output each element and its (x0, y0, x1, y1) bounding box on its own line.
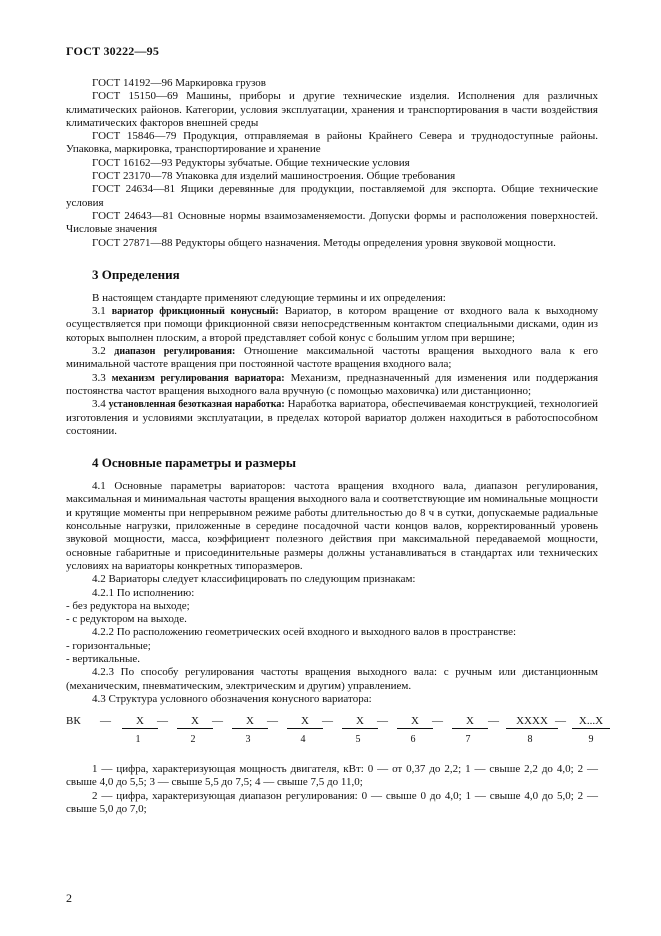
definition-item (66, 305, 598, 345)
section-heading-parameters: 4 Основные параметры и размеры (92, 455, 297, 471)
formula-slot-number: 2 (190, 734, 196, 746)
definition-number: 3.1 (92, 305, 106, 318)
definition-text: Вариатор, в котором вращение от входного вала к выходному осуществляется при помощи фрикционной связи непосредственным контактом специальными дисками, один из которых выполнен плоским, а второй представляет собой конус с большим углом при вершине; (66, 305, 599, 344)
running-header: ГОСТ 30222—95 (66, 44, 160, 58)
section-heading-definitions: 3 Определения (92, 266, 180, 282)
formula-slot-number: 3 (245, 734, 251, 746)
formula-slot-number: 6 (410, 734, 416, 746)
definition-item (66, 398, 598, 438)
formula-dash: — (157, 715, 168, 728)
definition-text: Механизм, предназначенный для изменения или поддержания постоянства частот вращения выходного вала вручную (с помощью маховичка) или дистанционно; (66, 371, 599, 397)
reference-item: ГОСТ 16162—93 Редукторы зубчатые. Общие технические условия (92, 156, 410, 169)
formula-slot: X (397, 715, 433, 729)
designation-note: 1 — цифра, характеризующая мощность двигателя, кВт: 0 — от 0,37 до 2,2; 1 — свыше 2,2 до 4,0; 2 — свыше 4,0 до 5,5; 3 — свыше 5,5 до 7,5; 4 — свыше 7,5 до 11,0; (66, 763, 598, 789)
formula-slot: XXXX (506, 715, 558, 729)
reference-item: ГОСТ 23170—78 Упаковка для изделий машиностроения. Общие требования (92, 170, 456, 183)
reference-item: ГОСТ 14192—96 Маркировка грузов (92, 77, 266, 89)
designation-formula (66, 715, 604, 749)
definition-term: установленная безотказная наработка: (108, 399, 285, 411)
formula-dash: — (432, 715, 443, 728)
page-number: 2 (66, 891, 72, 905)
list-item: - с редуктором на выходе. (66, 613, 187, 626)
definition-term: механизм регулирования вариатора: (111, 372, 285, 384)
definition-term: вариатор фрикционный конусный: (111, 306, 279, 318)
formula-slot: X (177, 715, 213, 729)
formula-dash: — (488, 715, 499, 728)
reference-item: ГОСТ 15846—79 Продукция, отправляемая в районы Крайнего Севера и труднодоступные районы. Упаковка, маркировка, транспортирование и хранение (66, 130, 598, 156)
definition-item (66, 345, 598, 372)
reference-item: ГОСТ 27871—88 Редукторы общего назначения. Методы определения уровня звуковой мощности. (92, 236, 556, 249)
formula-slot-number: 9 (588, 734, 594, 746)
formula-dash: — (377, 715, 388, 728)
paragraph-4-2: 4.2 Вариаторы следует классифицировать по следующим признакам: (92, 573, 416, 586)
designation-note: 2 — цифра, характеризующая диапазон регулирования: 0 — свыше 0 до 4,0; 1 — свыше 4,0 до 5,0; 2 — свыше 5,0 до 7,0; (66, 789, 598, 816)
paragraph-4-1: 4.1 Основные параметры вариаторов: частота вращения входного вала, диапазон регулирования, максимальная и минимальная частоты вращения выходного вала и соответствующие им номинальные мощности и крутящие моменты при непрерывном режиме работы длительностью до 8 ч в сутки, допускаемые радиальные консольные нагрузки, приложенные в середине посадочной части концов валов, корректированный уровень звуковой мощности, масса, коэффициент полезного действия при максимальной передаваемой мощности, основные габаритные и присоединительные размеры должны устанавливаться в стандартах или технических условиях на вариаторы конкретных типоразмеров. (66, 480, 598, 572)
formula-dash: — (555, 715, 566, 728)
definition-item (66, 372, 598, 399)
formula-dash: — (322, 715, 333, 728)
definition-number: 3.4 (92, 398, 106, 411)
paragraph-4-2-2: 4.2.2 По расположению геометрических осей входного и выходного валов в пространстве: (92, 626, 517, 639)
reference-item: ГОСТ 15150—69 Машины, приборы и другие технические изделия. Исполнения для различных климатических районов. Категории, условия эксплуатации, хранения и транспортирования в части воздействия климатических факторов внешней среды (66, 90, 598, 129)
definition-text: Наработка вариатора, обеспечиваемая конструкцией, технологией изготовления и условиями эксплуатации, в пределах которой вариатор должен находиться в работоспособном состоянии. (66, 398, 599, 437)
formula-slot-number: 8 (527, 734, 533, 746)
definition-number: 3.2 (92, 345, 106, 358)
list-item: - горизонтальные; (66, 639, 151, 652)
formula-slot: X...X (572, 715, 610, 729)
formula-dash: — (267, 715, 278, 728)
formula-prefix: ВК (66, 715, 81, 728)
definitions-intro: В настоящем стандарте применяют следующие термины и их определения: (92, 291, 446, 304)
formula-dash: — (212, 715, 223, 728)
paragraph-4-3: 4.3 Структура условного обозначения конусного вариатора: (92, 692, 372, 705)
paragraph-4-2-3: 4.2.3 По способу регулирования частоты вращения выходного вала: с ручным или дистанционным (механическим, пневматическим, электрическим и другим) управлением. (66, 666, 598, 692)
reference-item: ГОСТ 24643—81 Основные нормы взаимозаменяемости. Допуски формы и расположения поверхностей. Числовые значения (66, 209, 598, 236)
definition-text: Отношение максимальной частоты вращения выходного вала к его минимальной частоте вращения при постоянной частоте вращения входного вала; (66, 345, 599, 371)
page-body (66, 77, 604, 816)
formula-slot-number: 1 (135, 734, 141, 746)
formula-slot-number: 7 (465, 734, 471, 746)
formula-slot: X (122, 715, 158, 729)
definition-term: диапазон регулирования: (114, 346, 236, 358)
list-item: - вертикальные. (66, 652, 141, 665)
formula-slot: X (452, 715, 488, 729)
formula-slot: X (232, 715, 268, 729)
paragraph-4-2-1: 4.2.1 По исполнению: (92, 586, 195, 599)
formula-slot-number: 4 (300, 734, 306, 746)
formula-slot-number: 5 (355, 734, 361, 746)
definition-number: 3.3 (92, 371, 106, 384)
formula-slot: X (342, 715, 378, 729)
list-item: - без редуктора на выходе; (66, 599, 190, 612)
formula-dash: — (100, 715, 111, 728)
formula-slot: X (287, 715, 323, 729)
reference-item: ГОСТ 24634—81 Ящики деревянные для продукции, поставляемой для экспорта. Общие технические условия (66, 183, 598, 209)
